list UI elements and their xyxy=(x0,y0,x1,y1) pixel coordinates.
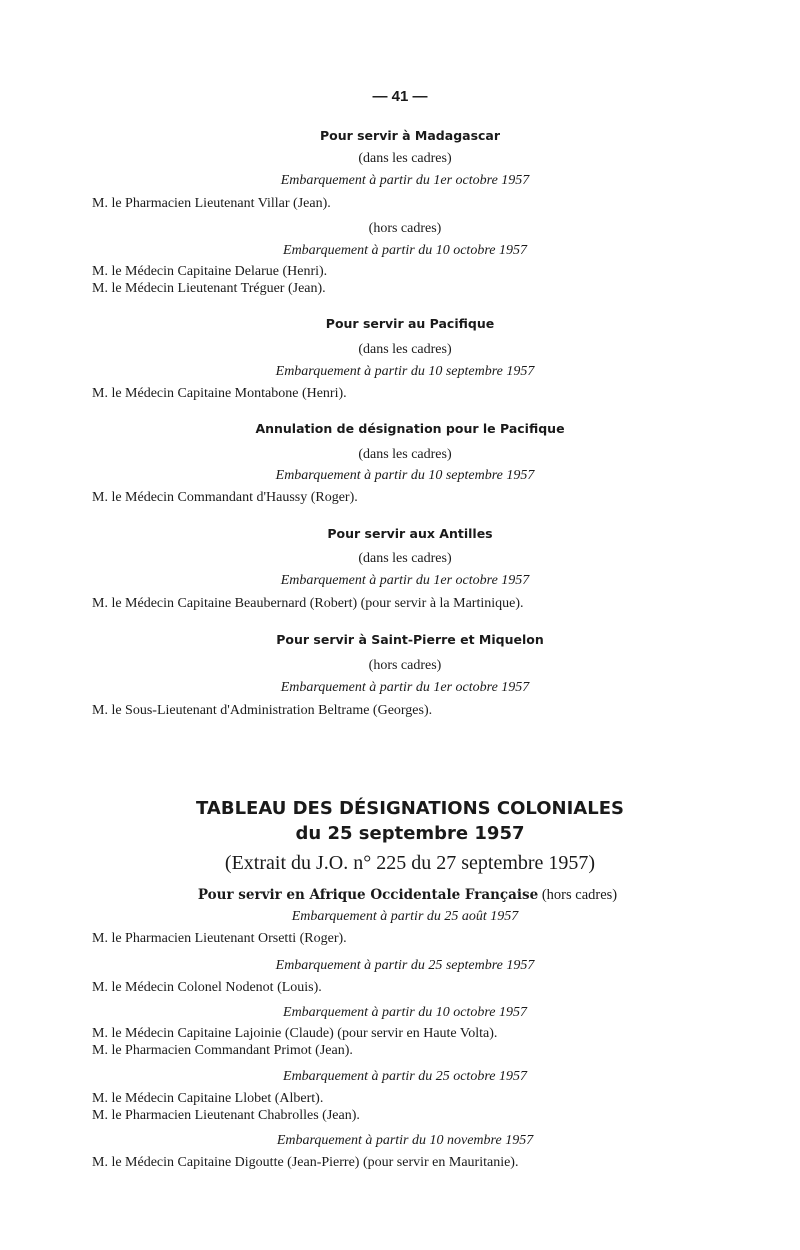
embarkation-date: Embarquement à partir du 10 octobre 1957 xyxy=(283,1005,527,1020)
status-dans-cadres: (dans les cadres) xyxy=(358,342,452,357)
afrique-status: (hors cadres) xyxy=(541,887,618,903)
designation-line: M. le Sous-Lieutenant d'Administration Beltrame (Georges). xyxy=(92,703,433,718)
embarkation-date: Embarquement à partir du 25 septembre 1957 xyxy=(275,958,535,973)
designation-line: M. le Médecin Capitaine Delarue (Henri). xyxy=(92,264,328,279)
designation-line: M. le Médecin Capitaine Montabone (Henri). xyxy=(92,386,347,401)
designation-line: M. le Médecin Capitaine Llobet (Albert). xyxy=(92,1091,324,1106)
embarkation-date: Embarquement à partir du 10 septembre 1957 xyxy=(275,468,535,483)
designation-line: M. le Pharmacien Lieutenant Orsetti (Roger). xyxy=(92,931,347,946)
status-dans-cadres: (dans les cadres) xyxy=(358,551,452,566)
designation-line: M. le Médecin Colonel Nodenot (Louis). xyxy=(92,980,322,995)
designation-line: M. le Pharmacien Lieutenant Chabrolles (Jean). xyxy=(92,1108,360,1123)
section-heading-pacifique: Pour servir au Pacifique xyxy=(325,316,495,331)
status-hors-cadres: (hors cadres) xyxy=(368,658,442,673)
designation-line: M. le Pharmacien Commandant Primot (Jean). xyxy=(92,1043,353,1058)
designation-line: M. le Médecin Commandant d'Haussy (Roger). xyxy=(92,490,358,505)
designation-line: M. le Médecin Capitaine Digoutte (Jean-Pierre) (pour servir en Mauritanie). xyxy=(92,1155,519,1170)
section-heading-saint-pierre-miquelon: Pour servir à Saint-Pierre et Miquelon xyxy=(276,632,544,647)
embarkation-date: Embarquement à partir du 25 août 1957 xyxy=(291,909,519,924)
embarkation-date: Embarquement à partir du 1er octobre 1957 xyxy=(280,573,530,588)
embarkation-date: Embarquement à partir du 10 novembre 1957 xyxy=(276,1133,534,1148)
page-number: — 41 — xyxy=(372,88,428,105)
afrique-heading-text: Pour servir en Afrique Occidentale Française xyxy=(197,887,539,903)
embarkation-date: Embarquement à partir du 10 octobre 1957 xyxy=(283,243,527,258)
section-heading-antilles: Pour servir aux Antilles xyxy=(327,526,493,541)
section-heading-madagascar: Pour servir à Madagascar xyxy=(319,128,501,143)
designation-line: M. le Médecin Capitaine Lajoinie (Claude) (pour servir en Haute Volta). xyxy=(92,1026,498,1041)
embarkation-date: Embarquement à partir du 1er octobre 1957 xyxy=(280,173,530,188)
status-dans-cadres: (dans les cadres) xyxy=(358,151,452,166)
designation-line: M. le Pharmacien Lieutenant Villar (Jean). xyxy=(92,196,331,211)
designation-line: M. le Médecin Capitaine Beaubernard (Robert) (pour servir à la Martinique). xyxy=(92,596,524,611)
embarkation-date: Embarquement à partir du 10 septembre 1957 xyxy=(275,364,535,379)
tableau-title: TABLEAU DES DÉSIGNATIONS COLONIALES xyxy=(196,798,624,819)
status-dans-cadres: (dans les cadres) xyxy=(358,447,452,462)
designation-line: M. le Médecin Lieutenant Tréguer (Jean). xyxy=(92,281,326,296)
section-heading-annulation: Annulation de désignation pour le Pacifique xyxy=(255,421,565,436)
status-hors-cadres: (hors cadres) xyxy=(368,221,442,236)
embarkation-date: Embarquement à partir du 25 octobre 1957 xyxy=(283,1069,527,1084)
section-heading-afrique-occidentale xyxy=(0,887,800,904)
tableau-subtitle: du 25 septembre 1957 xyxy=(295,823,525,844)
journal-officiel-extract: (Extrait du J.O. n° 225 du 27 septembre 1957) xyxy=(224,852,596,874)
embarkation-date: Embarquement à partir du 1er octobre 1957 xyxy=(280,680,530,695)
